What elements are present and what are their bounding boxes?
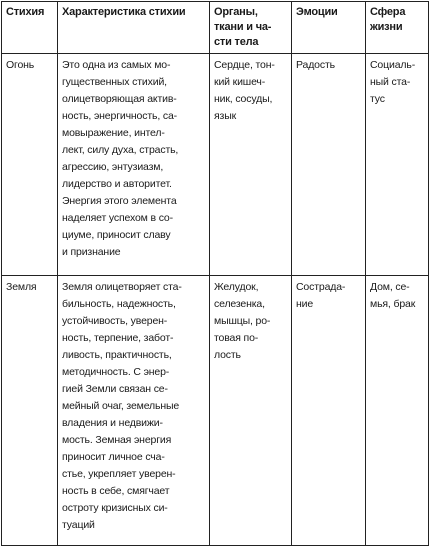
cell-organs-earth	[210, 276, 292, 546]
cell-characteristic-fire	[58, 54, 210, 276]
elements-table	[1, 1, 429, 546]
element-name: Земля	[6, 281, 37, 293]
header-organs	[210, 2, 292, 54]
characteristic-text: Земля олицетворяет ста- бильность, надежность, устойчивость, уверен- ность, терпение, забот- ливость, практичность, методичность. С энер- гией Земли связан се- мейный очаг, земельные владения и недвижи- мость. Земная энергия приносит личное сча- стье, укрепляет уверен- ность в себе, смягчает остроту кризисных си- туаций	[62, 281, 182, 531]
cell-emotions-fire	[292, 54, 366, 276]
header-characteristic	[58, 2, 210, 54]
sphere-text: Дом, се- мья, брак	[370, 281, 416, 310]
header-characteristic-text: Характеристика стихии	[62, 6, 186, 18]
cell-emotions-earth	[292, 276, 366, 546]
table-row-earth	[2, 276, 429, 546]
header-sphere-text: Сфера жизни	[370, 6, 406, 33]
header-organs-text: Органы, ткани и ча- сти тела	[214, 6, 272, 48]
cell-sphere-earth	[366, 276, 429, 546]
element-name: Огонь	[6, 59, 35, 71]
table-row-fire	[2, 54, 429, 276]
cell-characteristic-earth	[58, 276, 210, 546]
cell-element-fire	[2, 54, 58, 276]
organs-text: Желудок, селезенка, мышцы, ро- товая по- лость	[214, 281, 271, 361]
header-sphere	[366, 2, 429, 54]
header-element	[2, 2, 58, 54]
emotions-text: Сострада- ние	[296, 281, 346, 310]
header-emotions	[292, 2, 366, 54]
sphere-text: Социаль- ный ста- тус	[370, 59, 416, 105]
cell-organs-fire	[210, 54, 292, 276]
header-element-text: Стихия	[6, 6, 45, 18]
cell-sphere-fire	[366, 54, 429, 276]
header-emotions-text: Эмоции	[296, 6, 338, 18]
cell-element-earth	[2, 276, 58, 546]
emotions-text: Радость	[296, 59, 335, 71]
table-header-row	[2, 2, 429, 54]
characteristic-text: Это одна из самых мо- гущественных стихий, олицетворяющая актив- ность, энергичность, са- мовыражение, интел- лект, силу духа, страсть, агрессию, энтузиазм, лидерство и авторитет. Энергия этого элемента наделяет успехом в со- циуме, приносит славу и признание	[62, 59, 179, 258]
organs-text: Сердце, тон- кий кишеч- ник, сосуды, язык	[214, 59, 275, 122]
